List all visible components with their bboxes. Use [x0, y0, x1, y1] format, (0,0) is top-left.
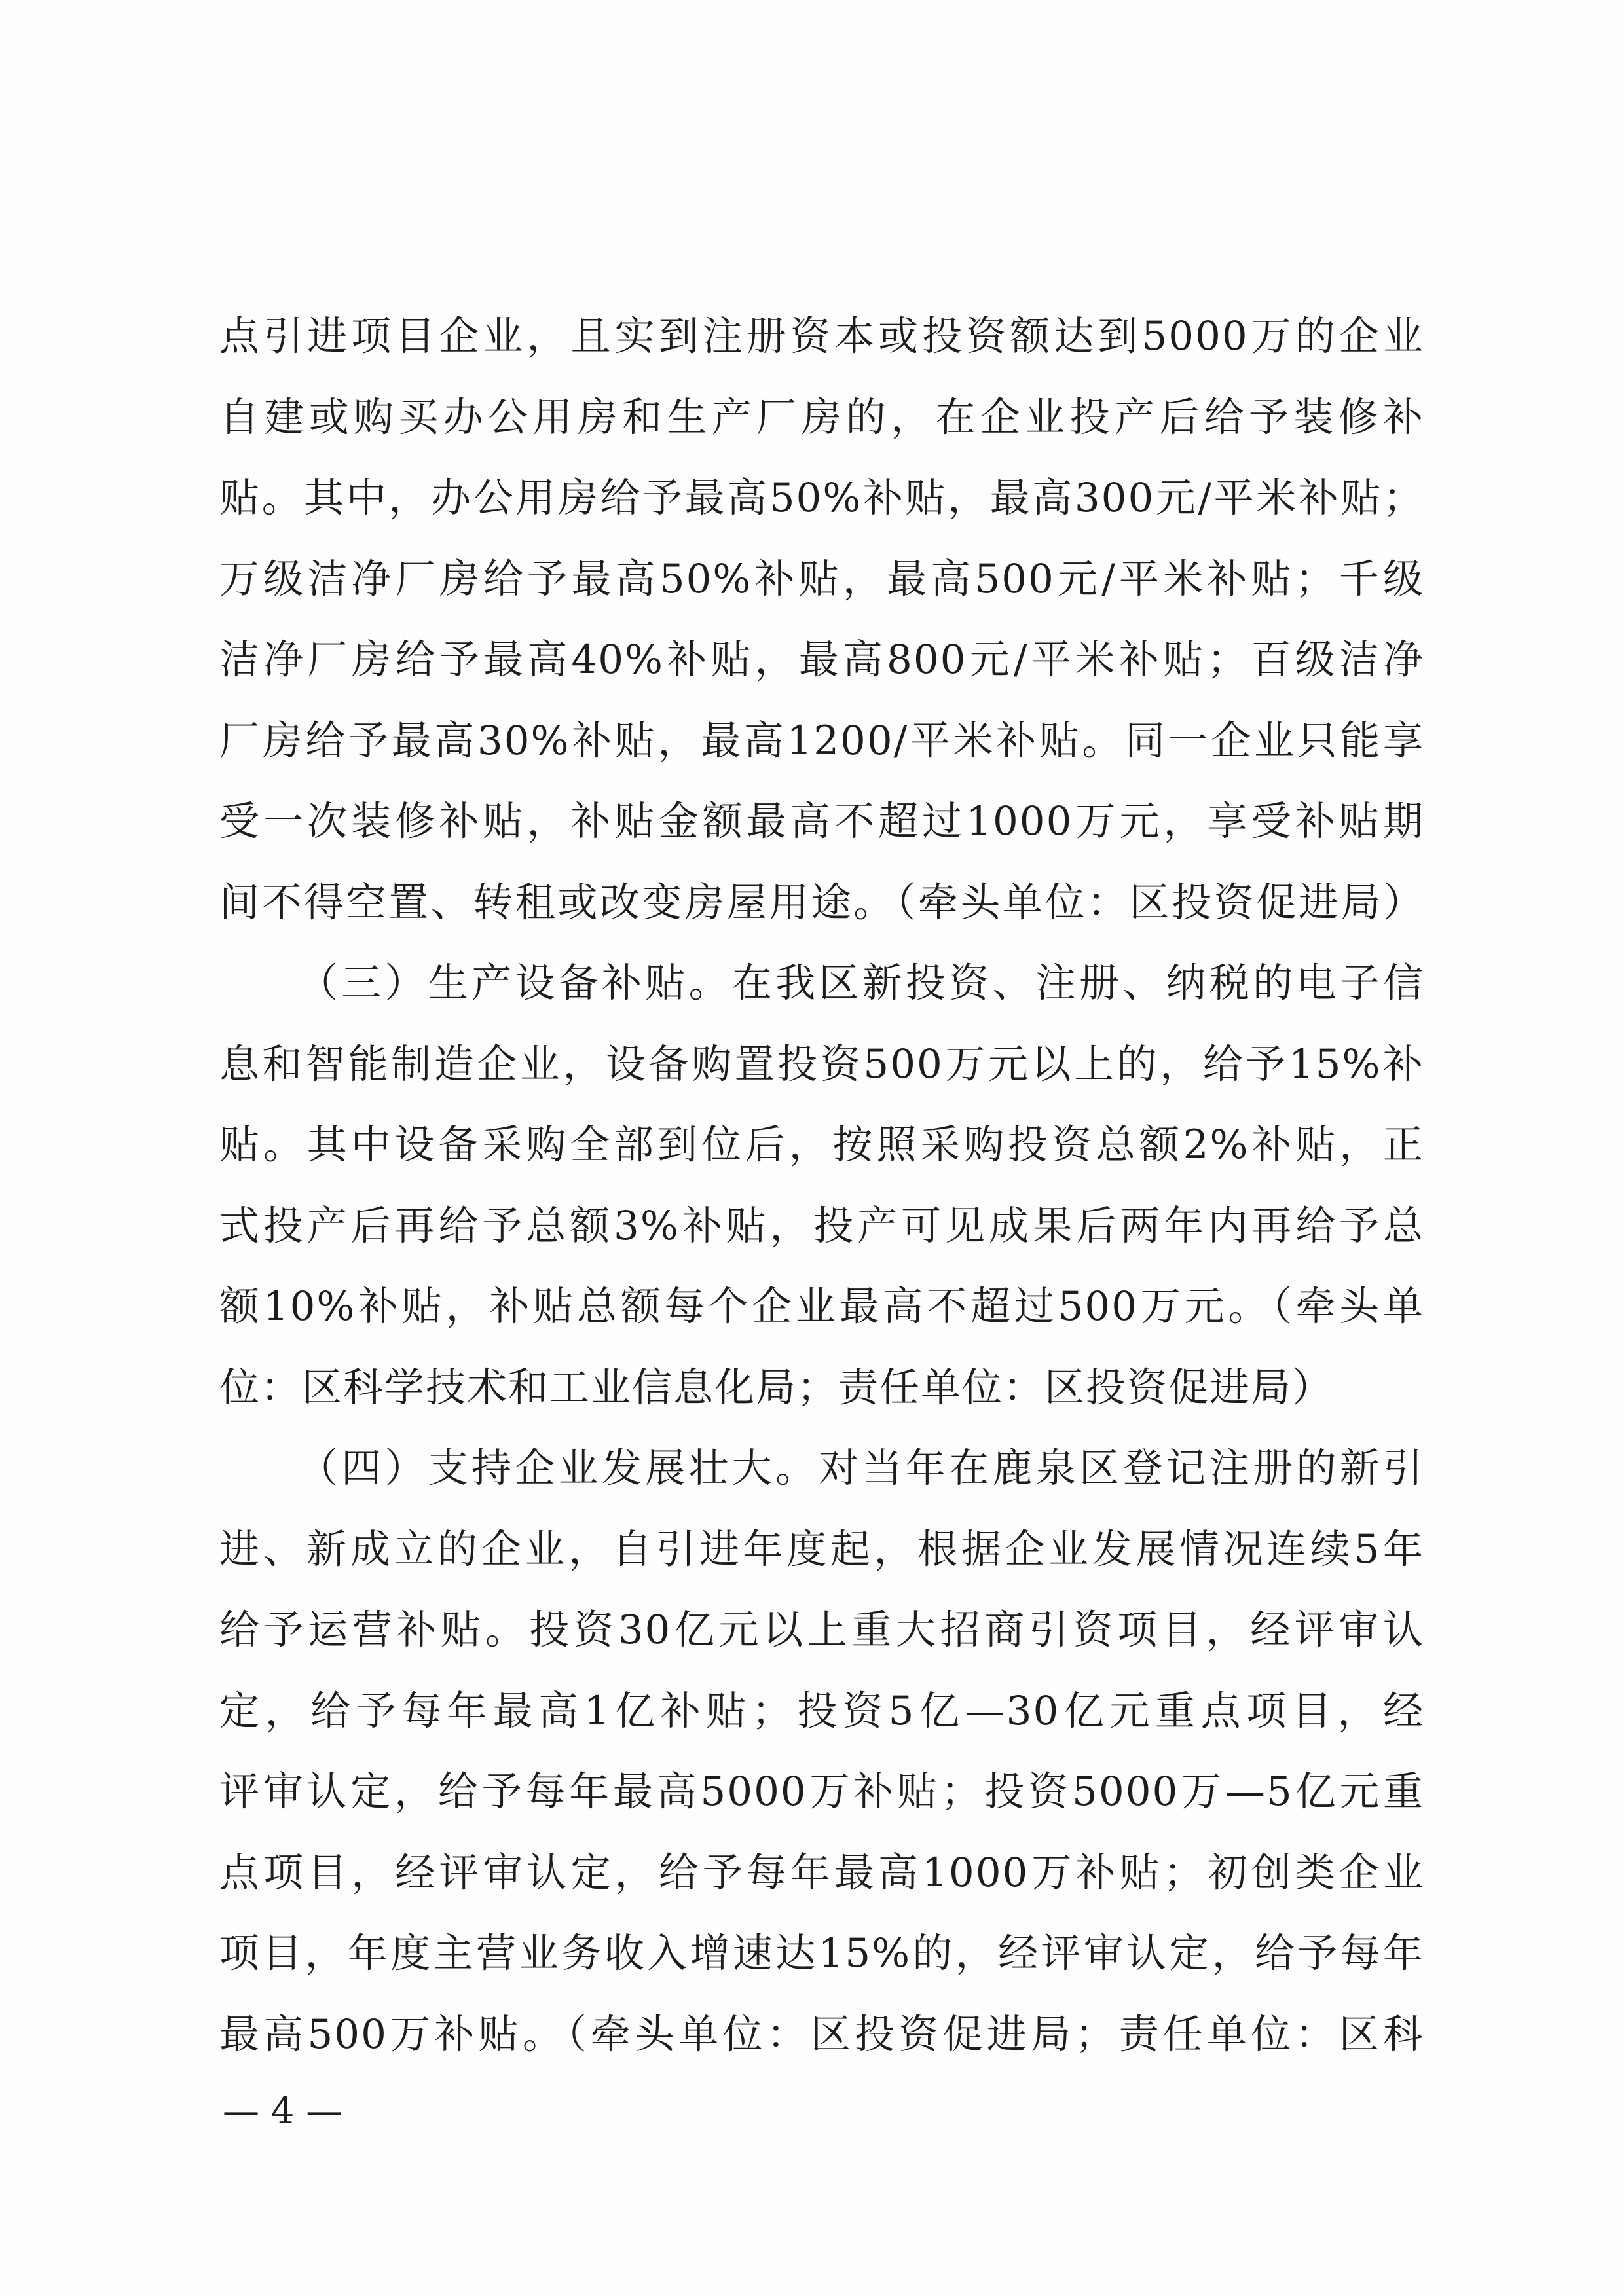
text-line: 受一次装修补贴，补贴金额最高不超过1000万元，享受补贴期	[219, 798, 1424, 845]
text-line: 息和智能制造企业，设备购置投资500万元以上的，给予15%补	[219, 1040, 1424, 1087]
text-line: 额10%补贴，补贴总额每个企业最高不超过500万元。（牵头单	[219, 1283, 1424, 1330]
text-line: 式投产后再给予总额3%补贴，投产可见成果后两年内再给予总	[219, 1202, 1424, 1249]
text-line: 定，给予每年最高1亿补贴；投资5亿—30亿元重点项目，经	[219, 1687, 1424, 1734]
text-line: 点项目，经评审认定，给予每年最高1000万补贴；初创类企业	[219, 1849, 1424, 1896]
text-line: 最高500万补贴。（牵头单位：区投资促进局；责任单位：区科	[219, 2011, 1424, 2058]
document-body	[219, 296, 1424, 2075]
text-line: 洁净厂房给予最高40%补贴，最高800元/平米补贴；百级洁净	[219, 636, 1424, 683]
text-line: 评审认定，给予每年最高5000万补贴；投资5000万—5亿元重	[219, 1768, 1424, 1815]
section-heading-line: （三）生产设备补贴。在我区新投资、注册、纳税的电子信	[298, 960, 1424, 1006]
section-heading-line: （四）支持企业发展壮大。对当年在鹿泉区登记注册的新引	[298, 1445, 1424, 1491]
text-line: 贴。其中，办公用房给予最高50%补贴，最高300元/平米补贴；	[219, 475, 1424, 521]
text-line: 项目，年度主营业务收入增速达15%的，经评审认定，给予每年	[219, 1930, 1424, 1977]
text-line: 贴。其中设备采购全部到位后，按照采购投资总额2%补贴，正	[219, 1121, 1424, 1168]
text-line: 位：区科学技术和工业信息化局；责任单位：区投资促进局）	[219, 1364, 1334, 1411]
text-line: 自建或购买办公用房和生产厂房的，在企业投产后给予装修补	[219, 393, 1424, 441]
text-line: 进、新成立的企业，自引进年度起，根据企业发展情况连续5年	[219, 1525, 1424, 1573]
text-line: 给予运营补贴。投资30亿元以上重大招商引资项目，经评审认	[219, 1607, 1424, 1653]
text-line: 厂房给予最高30%补贴，最高1200/平米补贴。同一企业只能享	[219, 717, 1424, 764]
text-line: 点引进项目企业，且实到注册资本或投资额达到5000万的企业	[219, 313, 1424, 359]
text-line: 万级洁净厂房给予最高50%补贴，最高500元/平米补贴；千级	[219, 555, 1424, 602]
text-line: 间不得空置、转租或改变房屋用途。（牵头单位：区投资促进局）	[219, 879, 1424, 926]
page-number: — 4 —	[223, 2090, 343, 2132]
